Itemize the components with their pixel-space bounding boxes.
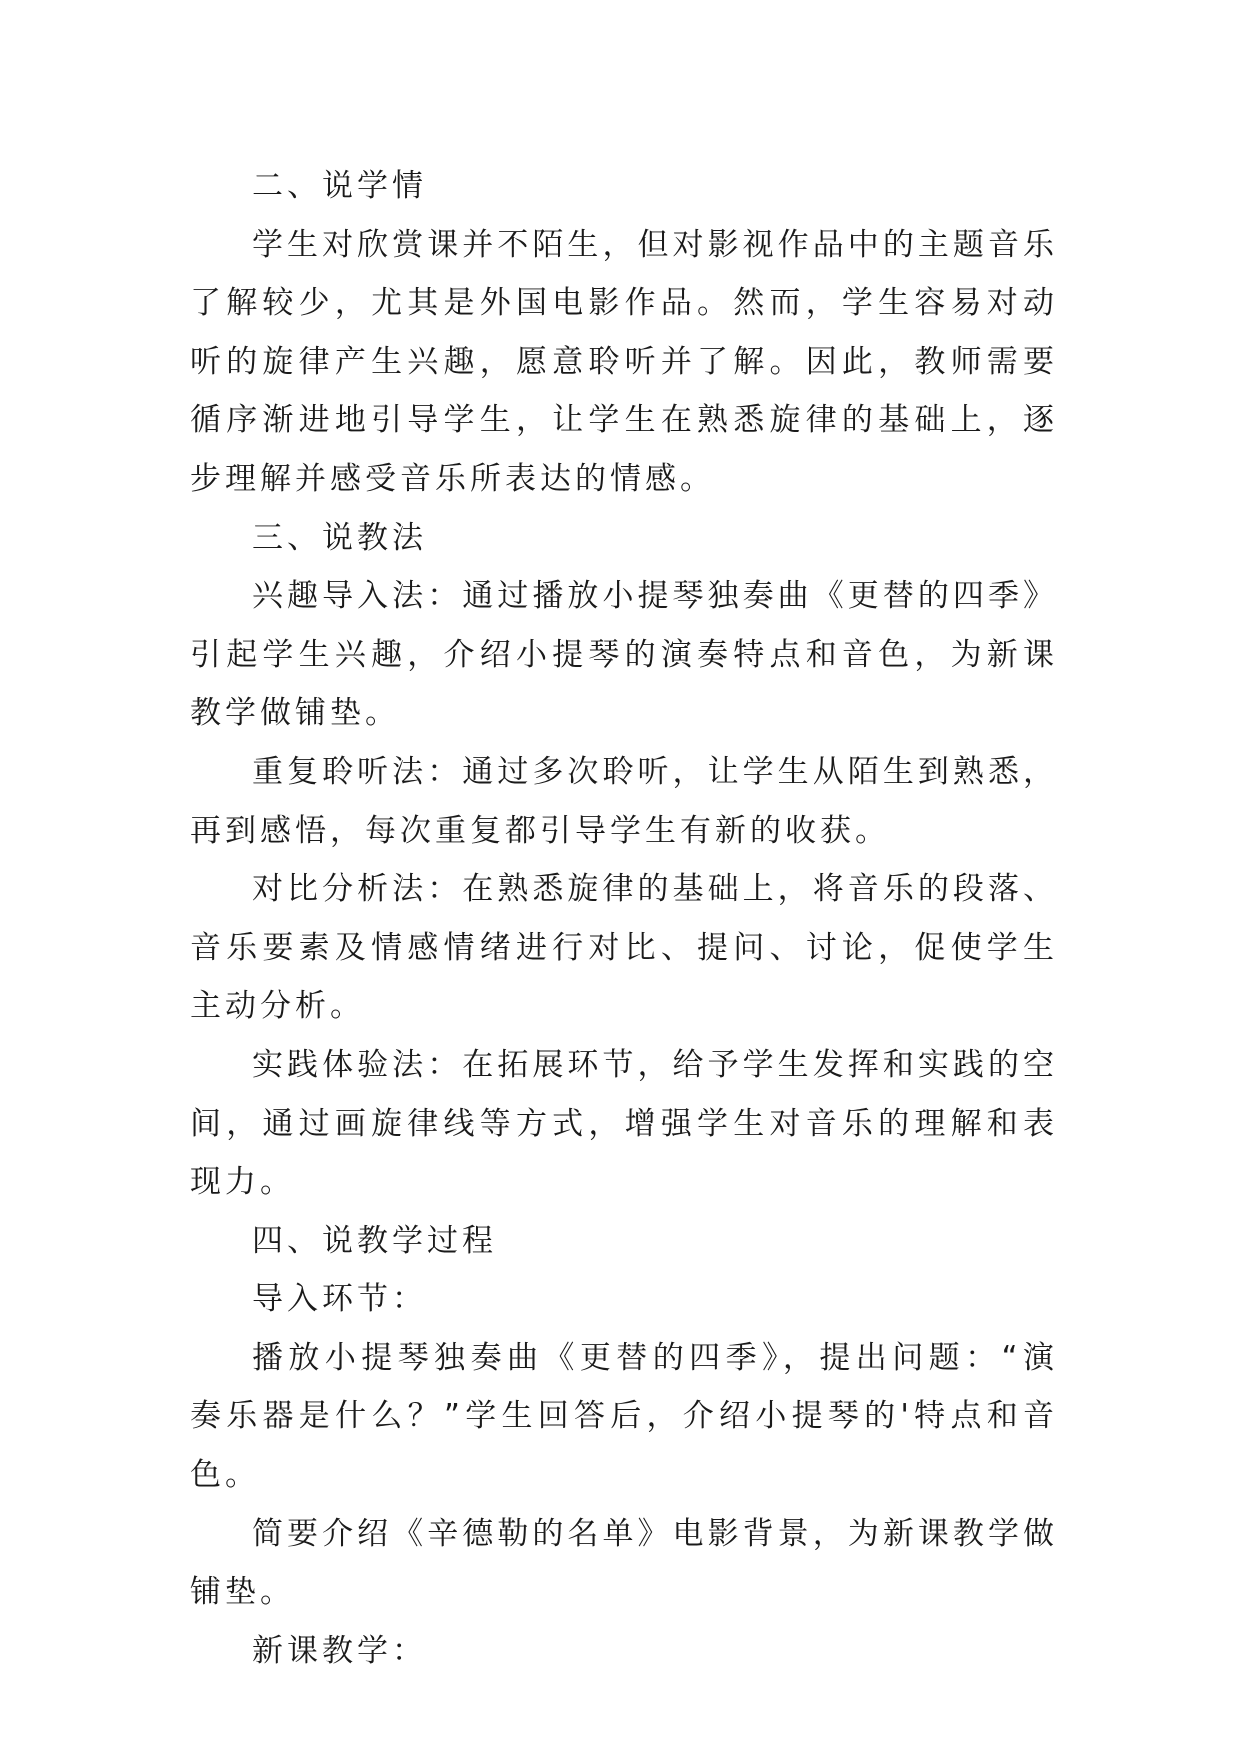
subheading-new-lesson: 新课教学：	[252, 1632, 427, 1669]
paragraph-practice-method: 实践体验法：在拓展环节，给予学生发挥和实践的空间，通过画旋律线等方式，增强学生对音乐的理解和表现力。	[190, 1046, 1058, 1201]
subheading-introduction: 导入环节：	[252, 1281, 427, 1318]
section-heading-teaching-methods: 三、说教法	[252, 519, 427, 556]
paragraph-repeat-listening-method: 重复聆听法：通过多次聆听，让学生从陌生到熟悉，再到感悟，每次重复都引导学生有新的收获。	[190, 753, 1058, 849]
paragraph-learner-analysis: 学生对欣赏课并不陌生，但对影视作品中的主题音乐了解较少，尤其是外国电影作品。然而，学生容易对动听的旋律产生兴趣，愿意聆听并了解。因此，教师需要循序渐进地引导学生，让学生在熟悉旋律的基础上，逐步理解并感受音乐所表达的情感。	[190, 226, 1058, 497]
section-heading-learner-analysis: 二、说学情	[252, 168, 427, 204]
document-body	[190, 157, 1058, 1680]
paragraph-comparison-method: 对比分析法：在熟悉旋律的基础上，将音乐的段落、音乐要素及情感情绪进行对比、提问、讨论，促使学生主动分析。	[190, 871, 1058, 1025]
section-heading-teaching-process: 四、说教学过程	[252, 1222, 497, 1259]
paragraph-introduction-violin: 播放小提琴独奏曲《更替的四季》，提出问题：“演奏乐器是什么？”学生回答后，介绍小提琴的'特点和音色。	[190, 1339, 1058, 1494]
paragraph-film-background: 简要介绍《辛德勒的名单》电影背景，为新课教学做铺垫。	[190, 1515, 1058, 1611]
paragraph-interest-method: 兴趣导入法：通过播放小提琴独奏曲《更替的四季》引起学生兴趣，介绍小提琴的演奏特点和音色，为新课教学做铺垫。	[190, 578, 1058, 732]
